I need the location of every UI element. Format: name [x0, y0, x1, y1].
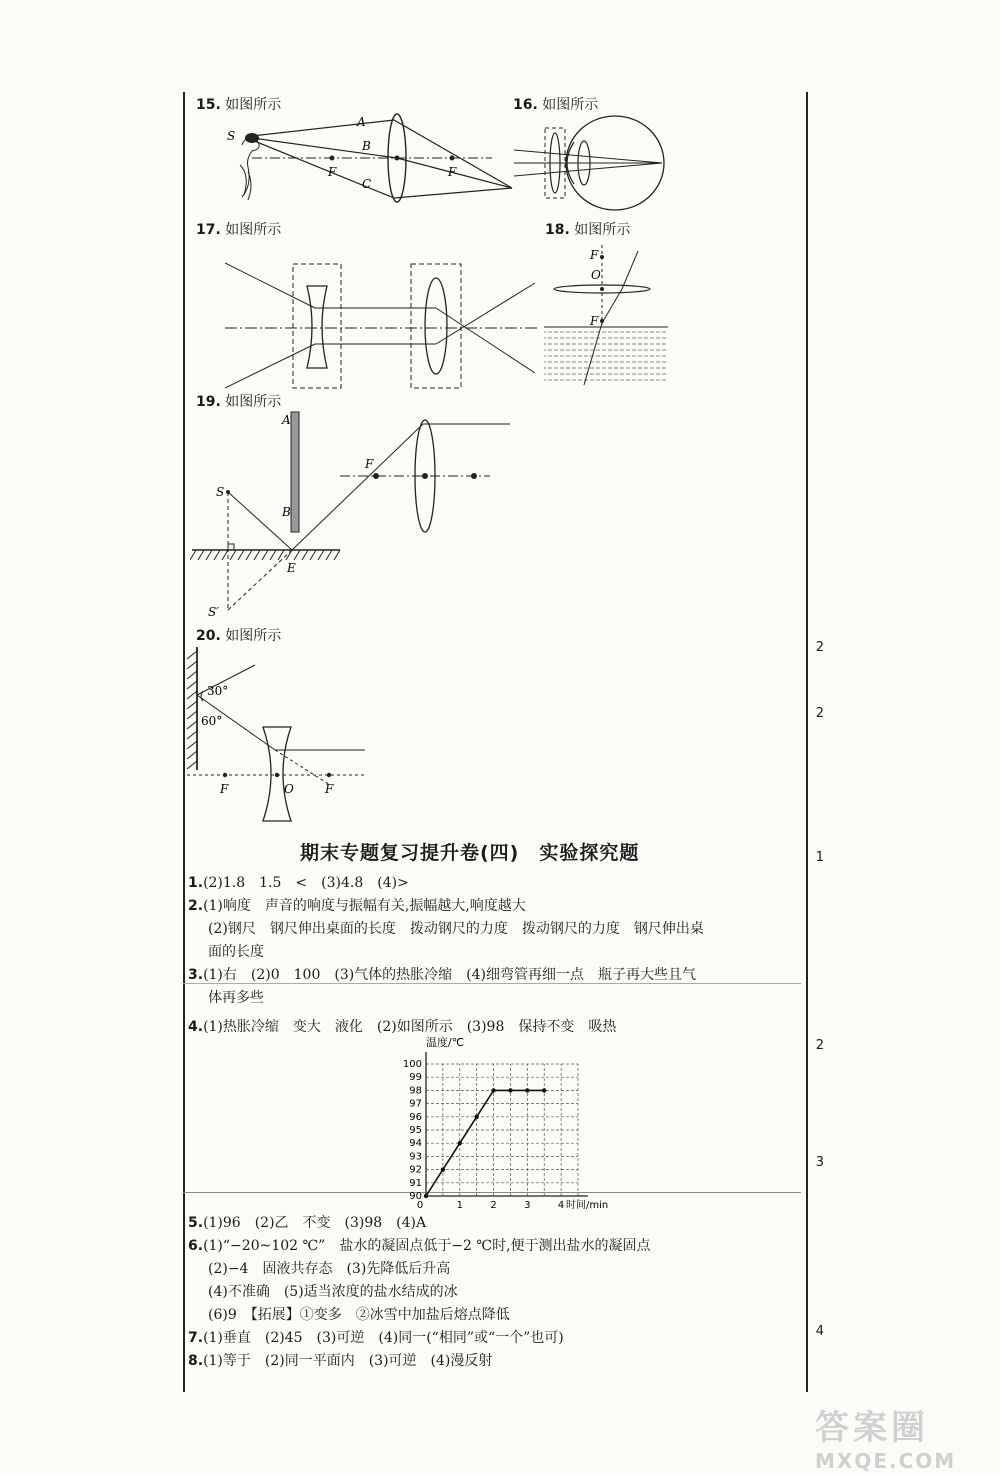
x-tick-label: 3: [524, 1200, 531, 1211]
answers-block-2: [188, 1212, 800, 1373]
q20-mark-f-right: F: [325, 782, 334, 796]
margin-mark: 1: [815, 850, 824, 865]
q20-mark-f-left: F: [220, 782, 229, 796]
q19-mark-s: S: [216, 485, 225, 499]
right-rule: [806, 92, 808, 1392]
section-title: 期末专题复习提升卷(四) 实验探究题: [300, 842, 640, 864]
data-point: [474, 1115, 478, 1119]
answer-line: 7.(1)垂直 (2)45 (3)可逆 (4)同一(“相同”或“一个”也可): [188, 1330, 564, 1346]
y-tick-label: 97: [409, 1098, 422, 1110]
answer-line: 5.(1)96 (2)乙 不变 (3)98 (4)A: [188, 1215, 427, 1231]
answer-line: 1.(2)1.8 1.5 < (3)4.8 (4)>: [188, 875, 409, 891]
q18-mark-f-mid: F: [590, 314, 599, 328]
answer-line: (2)−4 固液共存态 (3)先降低后升高: [208, 1261, 451, 1277]
q19-mark-a: A: [282, 413, 291, 427]
q15-label: 15. 如图所示: [196, 97, 282, 113]
margin-mark: 2: [815, 706, 824, 721]
answer-line: 2.(1)响度 声音的响度与振幅有关,振幅越大,响度越大: [188, 898, 526, 914]
x-tick-label: 1: [456, 1200, 463, 1211]
y-tick-label: 90: [409, 1191, 422, 1202]
q19-figure: [190, 410, 520, 625]
answer-line: 面的长度: [208, 944, 264, 960]
chart-axes: [426, 1052, 588, 1196]
q20-angle-60: 60°: [201, 714, 223, 728]
data-point: [508, 1088, 512, 1092]
temperature-chart: [370, 1034, 610, 1214]
y-tick-label: 96: [409, 1111, 422, 1123]
q18-mark-o: O: [591, 268, 601, 282]
q18-figure: [542, 245, 672, 390]
answer-line: 8.(1)等于 (2)同一平面内 (3)可逆 (4)漫反射: [188, 1353, 493, 1369]
data-point: [525, 1088, 529, 1092]
q19-mark-s-prime: S′: [208, 605, 219, 619]
data-point: [441, 1167, 445, 1171]
answer-line: 体再多些: [208, 990, 264, 1006]
margin-mark: 4: [815, 1324, 824, 1339]
q20-label: 20. 如图所示: [196, 628, 282, 644]
q19-label: 19. 如图所示: [196, 394, 282, 410]
q15-figure: [222, 110, 522, 210]
chart-ticks: [403, 1059, 564, 1211]
margin-mark: 3: [815, 1155, 824, 1170]
answer-line: 6.(1)“−20~102 ℃” 盐水的凝固点低于−2 ℃时,便于测出盐水的凝固点: [188, 1238, 651, 1254]
q15-mark-a: A: [357, 115, 366, 129]
x-tick-label: 2: [490, 1200, 497, 1211]
x-tick-label: 4: [557, 1200, 565, 1211]
q15-mark-b: B: [362, 139, 371, 153]
q20-figure: [185, 645, 370, 825]
y-tick-label: 91: [409, 1177, 422, 1189]
data-point: [491, 1088, 495, 1092]
q15-mark-s: S: [227, 129, 236, 143]
q16-figure: [512, 112, 672, 212]
y-tick-label: 100: [402, 1059, 422, 1070]
q20-mark-o: O: [284, 782, 294, 796]
watermark-logo: 答案圈 MXQE.COM: [815, 1408, 957, 1473]
chart-xlabel: 时间/min: [566, 1200, 609, 1211]
data-point: [542, 1088, 546, 1092]
q18-label: 18. 如图所示: [545, 222, 631, 238]
answer-line: (2)钢尺 钢尺伸出桌面的长度 拨动钢尺的力度 拨动钢尺的力度 钢尺伸出桌: [208, 921, 704, 937]
answer-line: 4.(1)热胀冷缩 变大 液化 (2)如图所示 (3)98 保持不变 吸热: [188, 1019, 617, 1035]
chart-ylabel: 温度/℃: [426, 1036, 465, 1049]
q15-mark-f2: F: [448, 165, 457, 179]
q19-mark-b: B: [282, 505, 291, 519]
margin-mark: 2: [815, 1038, 824, 1053]
q18-mark-f-top: F: [590, 248, 599, 262]
data-point: [424, 1194, 428, 1198]
answer-line: (6)9 【拓展】①变多 ②冰雪中加盐后熔点降低: [208, 1307, 510, 1323]
y-tick-label: 98: [409, 1085, 422, 1097]
data-point: [458, 1141, 462, 1145]
y-tick-label: 99: [409, 1072, 422, 1084]
margin-mark: 2: [815, 640, 824, 655]
q16-label: 16. 如图所示: [513, 97, 599, 113]
q20-angle-30: 30°: [207, 684, 229, 698]
y-tick-label: 92: [409, 1164, 422, 1176]
q19-mark-e: E: [287, 561, 296, 575]
q15-mark-f1: F: [328, 165, 337, 179]
y-tick-label: 95: [409, 1125, 422, 1136]
y-tick-label: 94: [409, 1138, 422, 1150]
answers-block: [188, 872, 800, 1039]
q17-label: 17. 如图所示: [196, 222, 282, 238]
x-tick-label: 0: [416, 1200, 424, 1211]
q19-mark-f: F: [365, 457, 374, 471]
q17-figure: [225, 258, 545, 398]
y-tick-label: 93: [409, 1151, 422, 1163]
chart-grid: [426, 1064, 578, 1196]
answer-line: (4)不准确 (5)适当浓度的盐水结成的冰: [208, 1284, 458, 1300]
q15-mark-c: C: [362, 177, 372, 191]
answer-line: 3.(1)右 (2)0 100 (3)气体的热胀冷缩 (4)细弯管再细一点 瓶子再大些且气: [188, 967, 697, 983]
